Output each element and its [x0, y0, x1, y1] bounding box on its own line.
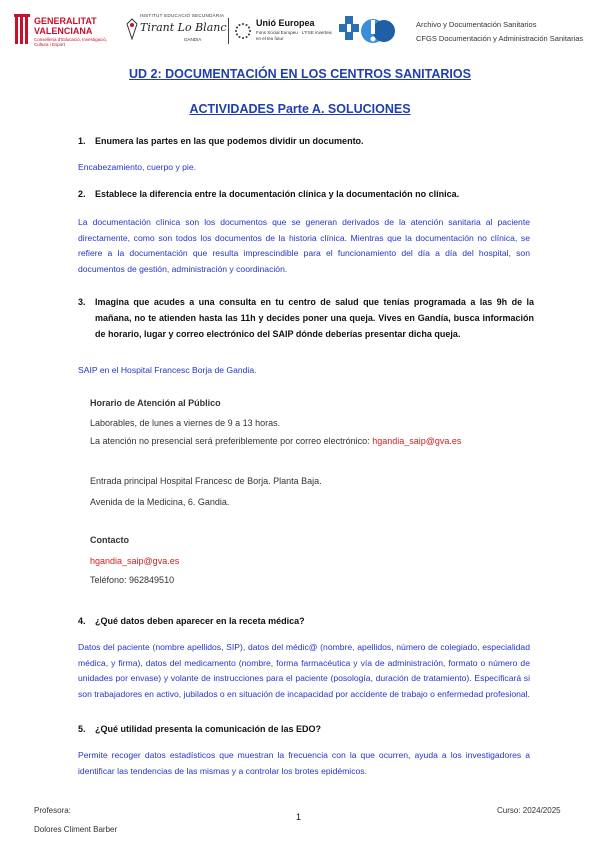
- question-text: Enumera las partes en las que podemos dividir un documento.: [95, 136, 364, 146]
- eu-title: Unió Europea: [256, 18, 315, 28]
- generalitat-emblem-icon: [14, 14, 30, 48]
- eu-stars-icon: [234, 22, 252, 40]
- school-emblem-icon: [126, 18, 138, 40]
- saip-entrance: Entrada principal Hospital Francesc de Borja. Planta Baja.: [90, 476, 322, 486]
- answer-5: Permite recoger datos estadísticos que muestran la frecuencia con la que ocurren, ayuda a los investigadores a identificar las tendencias de las mismas y a controlar los brotes epidémicos.: [78, 750, 530, 776]
- eu-subtitle: Fons Social Europeu · L'FSE inverteix en el teu futur: [256, 30, 332, 41]
- page-header: [14, 12, 588, 52]
- answer-4: Datos del paciente (nombre apellidos, SIP), datos del médic@ (nombre, apellidos, número de colegiado, especialidad médica, y firma), datos del medicamento (nombre, forma farmacéutica y vía de administración, formato o número de unidades por envase) y volante de instrucciones para el paciente (posología, duración de tratamiento). Especificará si son trabajadores en activo, jubilados o en situación de incapacidad por accidente de trabajo o enfermedad profesional.: [78, 642, 530, 699]
- saip-contact-heading: Contacto: [90, 535, 129, 545]
- footer-teacher-label: Profesora:: [34, 806, 71, 815]
- saip-remote-text: La atención no presencial será preferiblemente por correo electrónico:: [90, 436, 370, 446]
- question-1: [78, 133, 534, 149]
- question-text: ¿Qué datos deben aparecer en la receta médica?: [95, 616, 305, 626]
- saip-address: Avenida de la Medicina, 6. Gandia.: [90, 497, 230, 507]
- page-subtitle: ACTIVIDADES Parte A. SOLUCIONES: [189, 102, 411, 116]
- page-number: 1: [296, 812, 302, 822]
- question-4: [78, 613, 534, 629]
- school-logo: [126, 12, 236, 48]
- saip-phone: Teléfono: 962849510: [90, 575, 175, 585]
- fp-logo-icon: [337, 12, 397, 50]
- question-text: ¿Qué utilidad presenta la comunicación de las EDO?: [95, 724, 322, 734]
- question-text: Imagina que acudes a una consulta en tu centro de salud que tenías programada a las 9h de la mañana, no te atienden hasta las 11h y decides poner una queja. Vives en Gandía, busca información de horario, lugar y correo electrónico del SAIP dónde deberías presentar dicha queja.: [95, 297, 534, 339]
- header-cycle: CFGS Documentación y Administración Sanitarias: [416, 34, 584, 43]
- answer-3: SAIP en el Hospital Francesc Borja de Gandia.: [78, 365, 257, 375]
- school-type: INSTITUT EDUCACIÓ SECUNDÀRIA: [140, 13, 225, 18]
- question-number: 2.: [78, 189, 86, 199]
- header-course-info: [416, 18, 583, 46]
- page-title: UD 2: DOCUMENTACIÓN EN LOS CENTROS SANITARIOS: [129, 67, 471, 81]
- saip-hours-heading: Horario de Atención al Público: [90, 398, 221, 408]
- question-3: [78, 294, 534, 342]
- school-town: GANDIA: [184, 37, 202, 42]
- answer-2: La documentación clínica son los documentos que se generan derivados de la atención sanitaria al paciente directamente, como son todos los documentos de la historia clínica. Mientras que la documentación no clínica, se refiere a la documentación que resulta imprescindible para el funcionamiento del día a día del hospital, son documentos de gestión, administración y coordinación.: [78, 217, 530, 274]
- question-5: [78, 721, 534, 737]
- saip-remote-line: [90, 436, 461, 446]
- question-number: 5.: [78, 724, 86, 734]
- question-2: [78, 186, 534, 202]
- generalitat-logo: [14, 14, 124, 48]
- generalitat-subtitle: Conselleria d'Educació, Investigació, Cultura i Esport: [34, 37, 108, 47]
- footer-teacher-name: Dolores Climent Barber: [34, 825, 118, 834]
- generalitat-name: GENERALITAT VALENCIANA: [34, 16, 97, 36]
- answer-1: Encabezamiento, cuerpo y pie.: [78, 162, 196, 172]
- saip-contact-email[interactable]: hgandia_saip@gva.es: [90, 556, 180, 566]
- footer-course: Curso: 2024/2025: [497, 806, 561, 815]
- question-number: 1.: [78, 136, 86, 146]
- saip-email-link[interactable]: hgandia_saip@gva.es: [372, 436, 462, 446]
- saip-hours: Laborables, de lunes a viernes de 9 a 13 horas.: [90, 418, 281, 428]
- question-text: Establece la diferencia entre la documentación clínica y la documentación no clínica.: [95, 189, 460, 199]
- school-name: Tirant Lo Blanc: [140, 21, 227, 34]
- header-module: Archivo y Documentación Sanitarios: [416, 20, 537, 29]
- question-number: 3.: [78, 297, 86, 307]
- eu-logo: [234, 16, 334, 46]
- question-number: 4.: [78, 616, 86, 626]
- header-divider: [228, 18, 229, 44]
